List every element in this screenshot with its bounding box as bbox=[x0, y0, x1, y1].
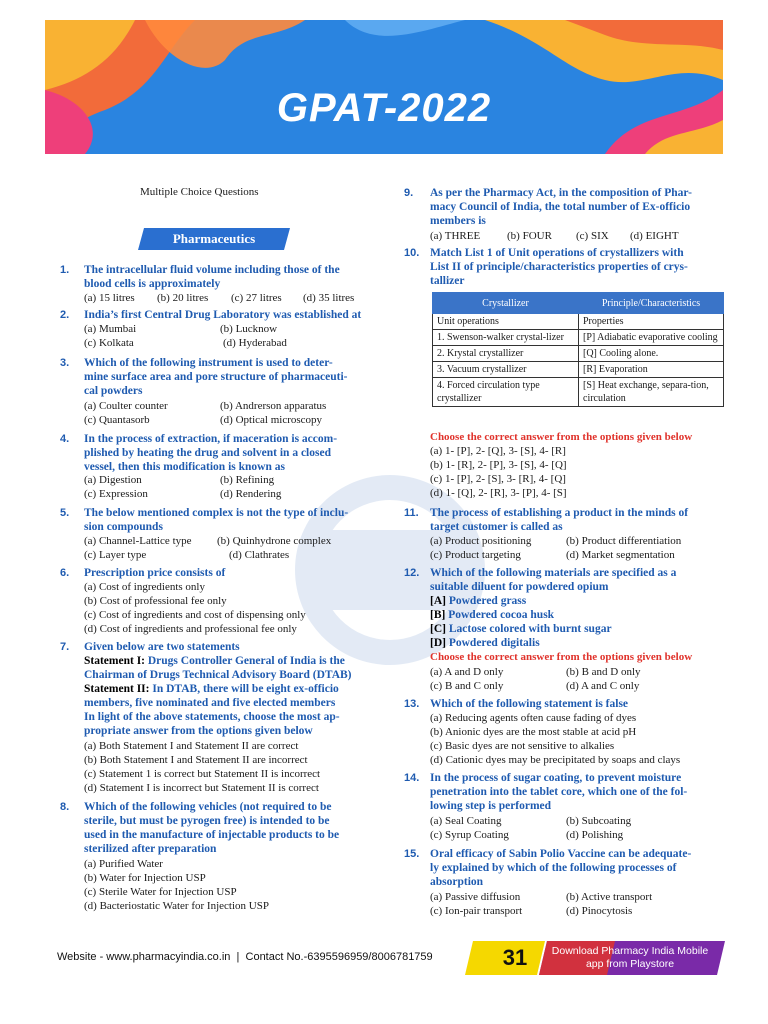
footer-contact: Website - www.pharmacyindia.co.in | Contact No.-6395596959/8006781759 bbox=[57, 951, 433, 963]
question-10-options: Choose the correct answer from the options given below (a) 1- [P], 2- [Q], 3- [S], 4- [R] (b) 1- [R], 2- [P], 3- [S], 4- [Q] (c) 1- [P], 2- [S], 3- [R], 4- [Q] (d) 1- [Q], 2- [R], 3- [P], 4- [S] bbox=[430, 431, 693, 499]
question-13: 13. Which of the following statement is false (a) Reducing agents often cause fading of dyes (b) Anionic dyes are the most stable at acid pH (c) Basic dyes are not sensitive to alkalies (d) Cationic dyes may be precipitated by soaps and clays bbox=[404, 698, 681, 766]
question-2: 2. India’s first Central Drug Laboratory was established at (a) Mumbai (b) Lucknow (c) Kolkata (d) Hyderabad bbox=[60, 309, 362, 349]
mcq-label: Multiple Choice Questions bbox=[140, 186, 259, 198]
header-banner bbox=[45, 20, 723, 154]
question-15: 15. Oral efficacy of Sabin Polio Vaccine can be adequate- ly explained by which of the following processes of absorption (a) Passive diffusion (b) Active transport (c) Ion-pair transport (d) Pinocytosis bbox=[404, 848, 692, 917]
section-tag bbox=[138, 228, 290, 250]
question-11: 11. The process of establishing a product in the minds of target customer is called as (a) Product positioning (b) Product differentiation (c) Product targeting (d) Market segmentation bbox=[404, 507, 689, 561]
question-10: 10. Match List 1 of Unit operations of crystallizers with List II of principle/characteristics properties of crys- tallizer bbox=[404, 247, 688, 287]
app-promo: Download Pharmacy India Mobile app from Playstore bbox=[551, 945, 709, 970]
question-4: 4. In the process of extraction, if maceration is accom- plished by heating the drug and solvent in a closed vessel, then this modification is known as (a) Digestion (b) Refining (c) Expression (d) Rendering bbox=[60, 433, 338, 500]
question-1: 1. The intracellular fluid volume including those of the blood cells is approximately (a) 15 litres (b) 20 litres (c) 27 litres (d) 35 litres bbox=[60, 264, 355, 304]
question-12: 12. Which of the following materials are specified as a suitable diluent for powdered opium [A] Powdered grass [B] Powdered cocoa husk [C] Lactose colored with burnt sugar [D] Powdered digitalis Choose the correct answer from the options given below (a) A and D only (b) B and D only (c) B and C only (d) A and C only bbox=[404, 567, 693, 692]
page-footer bbox=[45, 944, 723, 972]
question-5: 5. The below mentioned complex is not the type of inclu- sion compounds (a) Channel-Lattice type (b) Quinhydrone complex (c) Layer type (d) Clathrates bbox=[60, 507, 349, 561]
question-14: 14. In the process of sugar coating, to prevent moisture penetration into the tablet core, which one of the fol- lowing step is performed (a) Seal Coating (b) Subcoating (c) Syrup Coating (d) Polishing bbox=[404, 772, 688, 841]
question-3: 3. Which of the following instrument is used to deter- mine surface area and pore structure of pharmaceuti- cal powders (a) Coulter counter (b) Andrerson apparatus (c) Quantasorb (d) Optical microscopy bbox=[60, 357, 348, 426]
question-6: 6. Prescription price consists of (a) Cost of ingredients only (b) Cost of professional fee only (c) Cost of ingredients and cost of dispensing only (d) Cost of ingredients and professional fee only bbox=[60, 567, 306, 635]
section-title: Pharmaceutics bbox=[172, 231, 256, 246]
page-number: 31 bbox=[502, 945, 528, 970]
banner-title: GPAT-2022 bbox=[276, 86, 492, 130]
crystallizer-table: Crystallizer Principle/Characteristics Unit operations Properties 1. Swenson-walker crystal-lizer [P] Adiabatic evaporative cooling 2. Krystal crystallizer [Q] Cooling alone. 3. Vacuum crystallizer [R] Evaporation 4. Forced circulation type crystallizer [S] Heat exchange, separa-tion, circulation bbox=[432, 292, 724, 407]
question-8: 8. Which of the following vehicles (not required to be sterile, but must be pyrogen free) is intended to be used in the manufacture of injectable products to be sterilized after preparation (a) Purified Water (b) Water for Injection USP (c) Sterile Water for Injection USP (d) Bacteriostatic Water for Injection USP bbox=[60, 801, 340, 912]
question-7: 7. Given below are two statements Statement I: Drugs Controller General of India is the Chairman of Drugs Technical Advisory Board (DTAB) Statement II: In DTAB, there will be eight ex-officio members, five nominated and five elected members In light of the above statements, choose the most ap- propriate answer from the options given below (a) Both Statement I and Statement II are correct (b) Both Statement I and Statement II are incorrect (c) Statement 1 is correct but Statement II is incorrect (d) Statement I is incorrect but Statement II is correct bbox=[60, 641, 352, 794]
question-9: 9. As per the Pharmacy Act, in the composition of Phar- macy Council of India, the total number of Ex-officio members is (a) THREE (b) FOUR (c) SIX (d) EIGHT bbox=[404, 187, 692, 242]
